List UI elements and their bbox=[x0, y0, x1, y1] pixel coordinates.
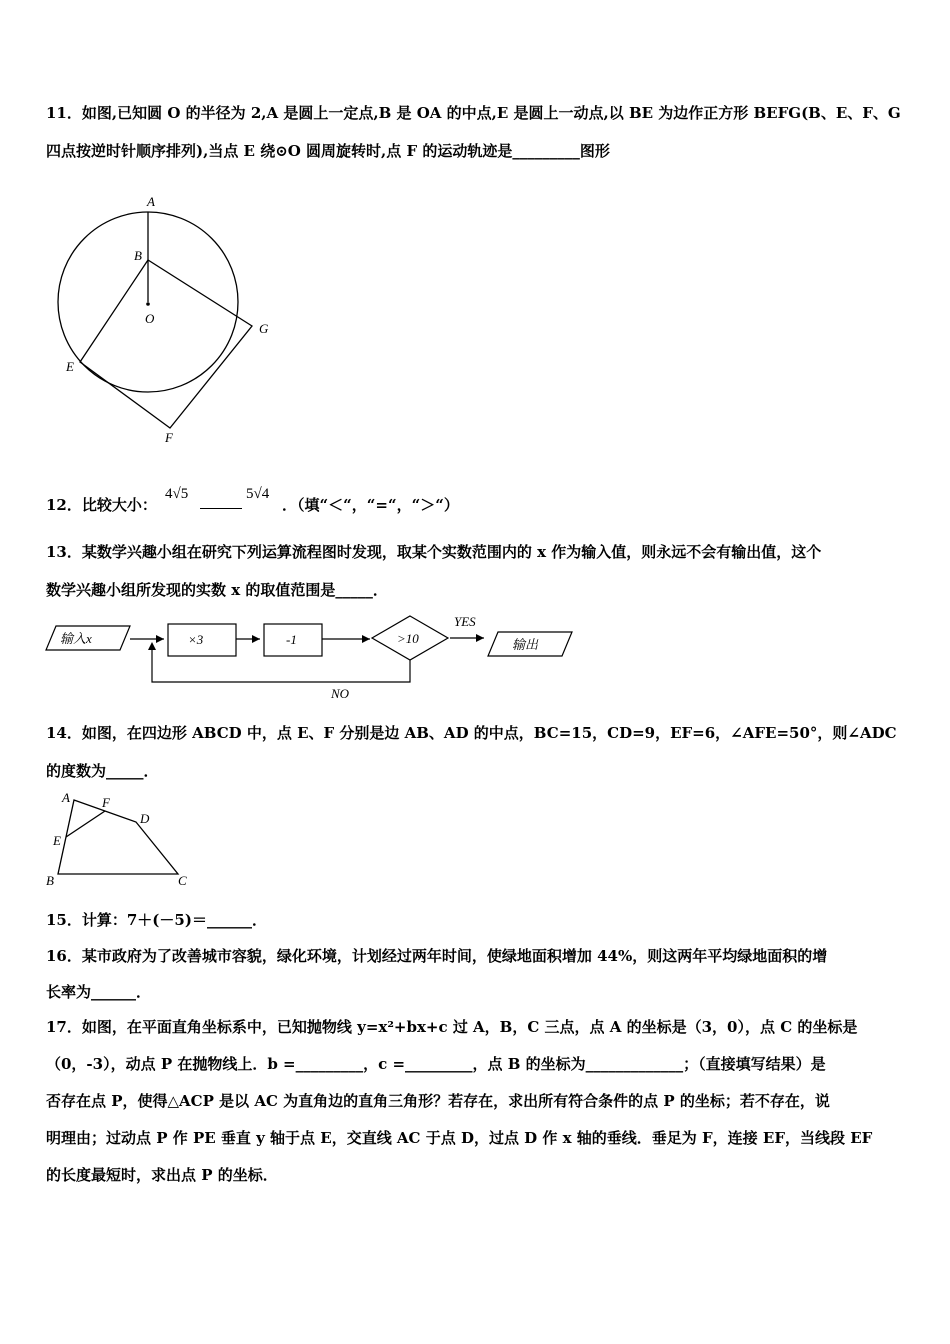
q17-line3: 否存在点 P，使得△ACP 是以 AC 为直角边的直角三角形？若存在，求出所有符合条件的点 P 的坐标；若不存在，说 bbox=[46, 1092, 830, 1110]
q12-left-radical: 4√5 bbox=[165, 486, 189, 502]
q17-line5: 的长度最短时，求出点 P 的坐标． bbox=[46, 1166, 278, 1184]
q15-line: 15．计算：7＋(－5)＝______． bbox=[46, 911, 267, 929]
q17-line1: 17．如图，在平面直角坐标系中，已知抛物线 y=x²+bx+c 过 A，B，C 三点，点 A 的坐标是（3，0），点 C 的坐标是 bbox=[46, 1018, 858, 1036]
q16-line1: 16．某市政府为了改善城市容貌，绿化环境，计划经过两年时间，使绿地面积增加 44%，则这两年平均绿地面积的增 bbox=[46, 947, 828, 965]
segment-ef bbox=[66, 811, 105, 837]
q12-right-radical: 5√4 bbox=[246, 486, 270, 502]
q11-circle-figure bbox=[40, 190, 290, 450]
flow-yes-text: YES bbox=[454, 614, 476, 629]
square-befg bbox=[80, 260, 252, 428]
q12-blank bbox=[200, 508, 242, 509]
flow-output-text: 输出 bbox=[512, 637, 539, 652]
q11-line2: 四点按逆时针顺序排列),当点 E 绕⊙O 圆周旋转时,点 F 的运动轨迹是_________图形 bbox=[46, 142, 610, 160]
label-a: A bbox=[62, 790, 70, 805]
quad-abcd bbox=[58, 800, 178, 874]
flow-minus-text: -1 bbox=[286, 632, 297, 647]
q11-line1: 11．如图,已知圆 O 的半径为 2,A 是圆上一定点,B 是 OA 的中点,E 是圆上一动点,以 BE 为边作正方形 BEFG(B、E、F、G bbox=[46, 104, 901, 122]
label-b: B bbox=[46, 873, 54, 888]
q12-suffix: ．（填“＜“，“=“，“＞“） bbox=[282, 496, 459, 514]
flow-cond-text: >10 bbox=[397, 631, 419, 646]
q14-line2: 的度数为_____． bbox=[46, 762, 159, 780]
q16-line2: 长率为______． bbox=[46, 983, 152, 1001]
label-e: E bbox=[53, 833, 61, 848]
flow-loop-line bbox=[152, 646, 410, 682]
q12-line bbox=[46, 494, 157, 515]
q12-prefix: 12．比较大小： bbox=[46, 496, 157, 514]
label-c: C bbox=[178, 873, 187, 888]
flow-times-text: ×3 bbox=[188, 632, 204, 647]
point-o bbox=[146, 302, 150, 306]
label-d: D bbox=[140, 811, 150, 826]
label-f: F bbox=[102, 795, 110, 810]
q14-line1: 14．如图，在四边形 ABCD 中，点 E、F 分别是边 AB、AD 的中点，BC=15，CD=9，EF=6，∠AFE=50°，则∠ADC bbox=[46, 724, 897, 742]
q13-flowchart bbox=[40, 608, 600, 708]
flow-input-text: 输入x bbox=[60, 631, 92, 646]
flow-no-text: NO bbox=[331, 686, 350, 701]
q14-quadrilateral-figure bbox=[40, 788, 200, 892]
q13-line2: 数学兴趣小组所发现的实数 x 的取值范围是_____． bbox=[46, 581, 388, 599]
label-e: E bbox=[66, 359, 74, 374]
q17-line4: 明理由；过动点 P 作 PE 垂直 y 轴于点 E，交直线 AC 于点 D，过点 D 作 x 轴的垂线．垂足为 F，连接 EF，当线段 EF bbox=[46, 1129, 873, 1147]
label-g: G bbox=[259, 321, 269, 336]
label-a: A bbox=[147, 194, 155, 209]
label-o: O bbox=[145, 311, 155, 326]
label-b: B bbox=[134, 248, 142, 263]
label-f: F bbox=[165, 430, 173, 445]
q17-line2: （0，-3），动点 P 在抛物线上．b =_________，c =_________，点 B 的坐标为_____________；（直接填写结果）是 bbox=[46, 1055, 826, 1073]
q13-line1: 13．某数学兴趣小组在研究下列运算流程图时发现，取某个实数范围内的 x 作为输入值，则永远不会有输出值，这个 bbox=[46, 543, 822, 561]
